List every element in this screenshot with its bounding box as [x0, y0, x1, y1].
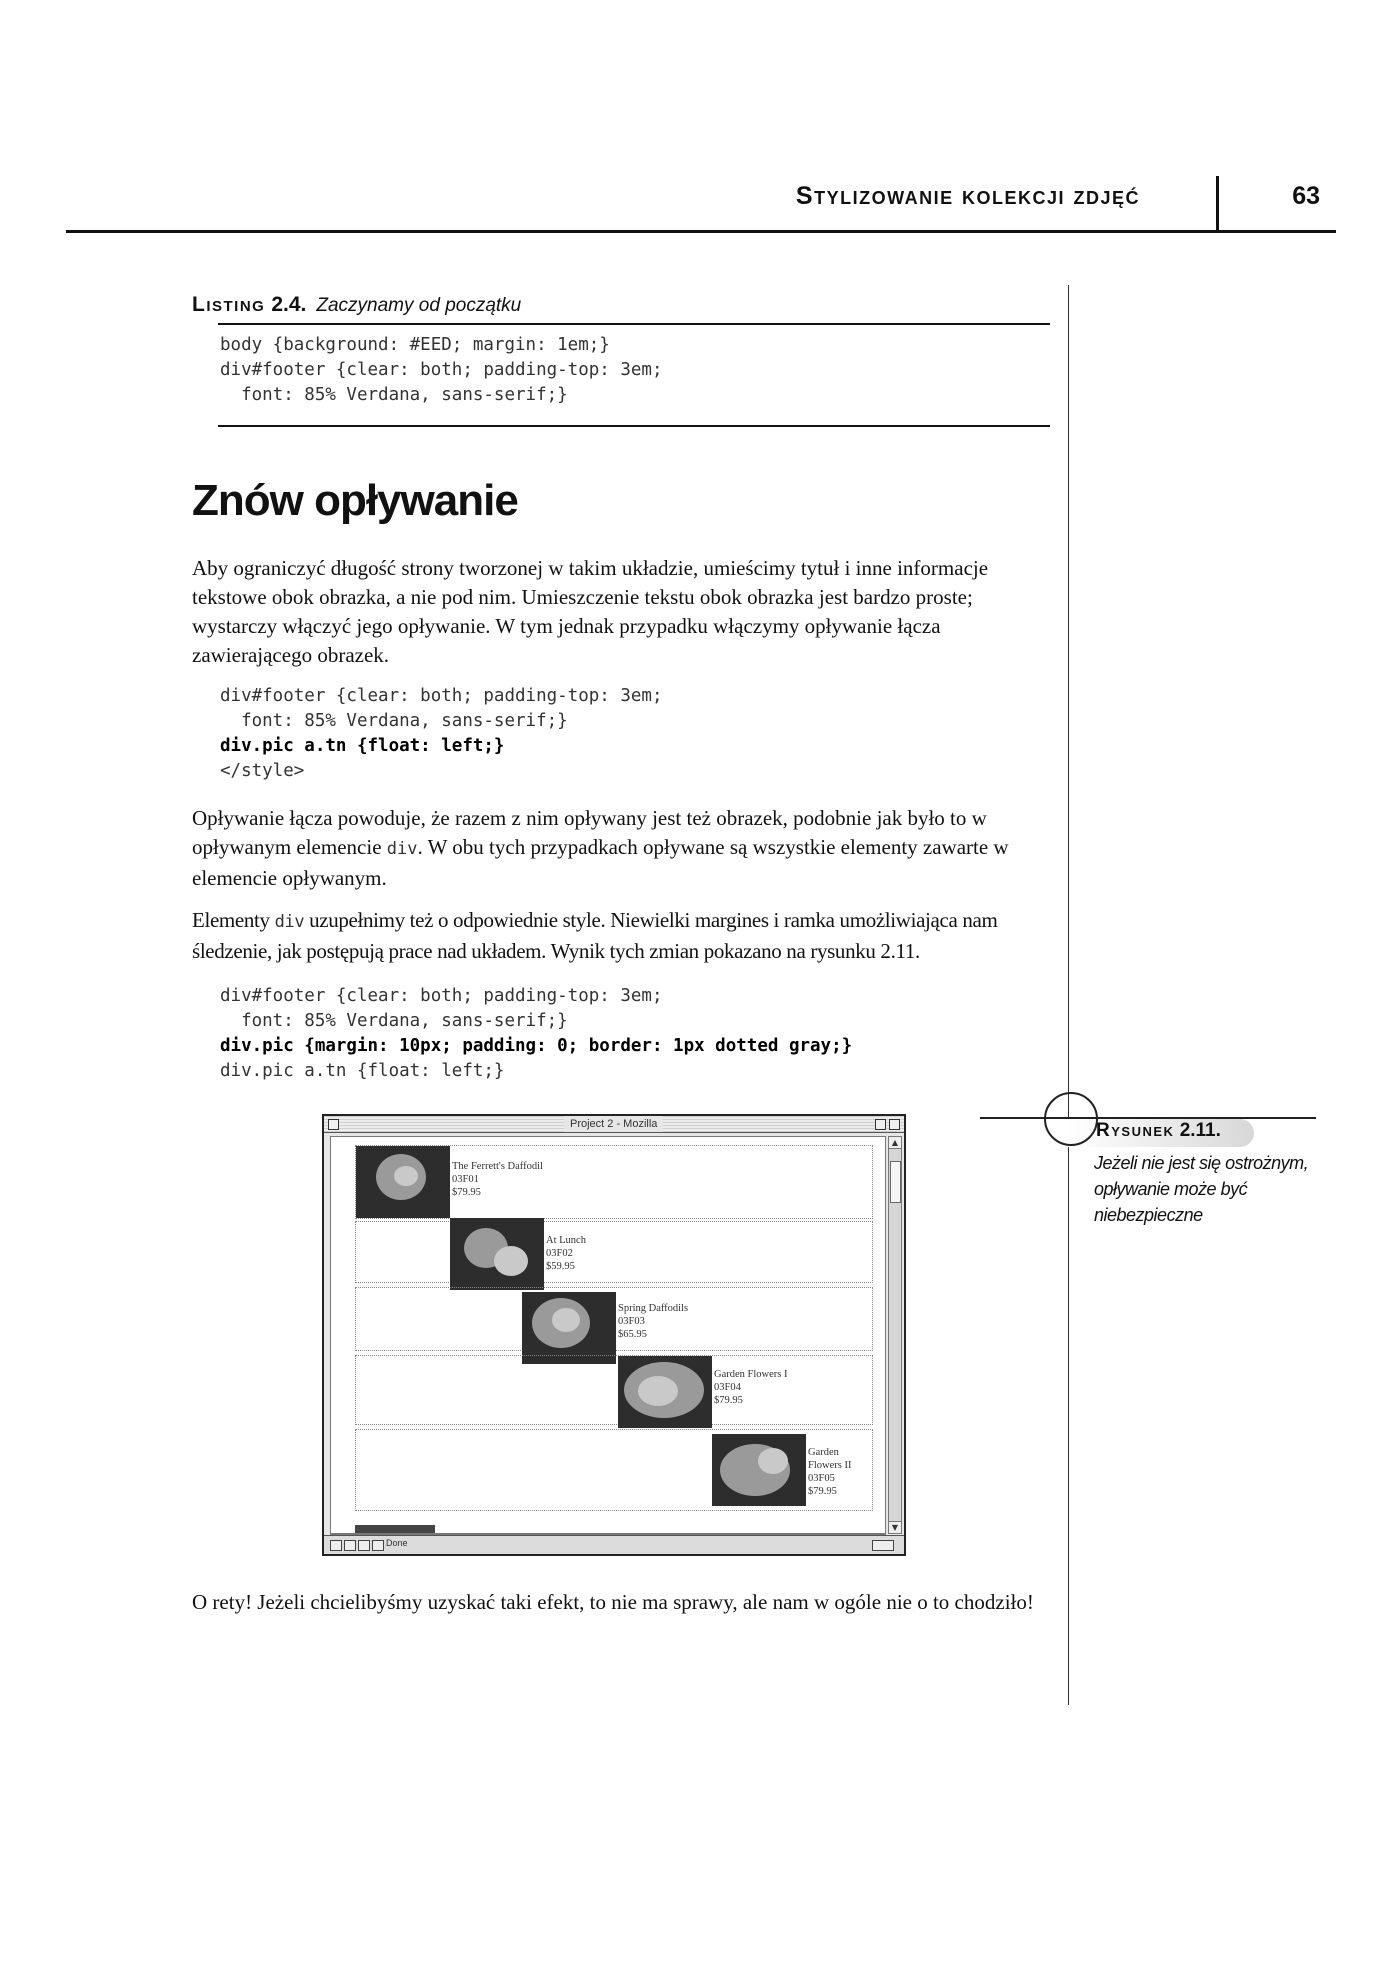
- close-box-icon: [328, 1119, 339, 1130]
- vertical-scrollbar: [888, 1136, 902, 1534]
- pic-code: 03F04: [714, 1382, 741, 1393]
- zoom-box-icon: [875, 1119, 886, 1130]
- flower-thumbnail: [618, 1356, 712, 1428]
- pic-caption: [808, 1446, 868, 1498]
- figure-label: [1096, 1120, 1221, 1142]
- partial-thumbnail: [355, 1525, 435, 1533]
- pic-title: At Lunch: [546, 1235, 586, 1246]
- pic-title: The Ferrett's Daffodil: [452, 1161, 543, 1172]
- listing-code: [220, 333, 663, 408]
- pic-caption: [618, 1302, 688, 1341]
- pic-item: [355, 1145, 873, 1219]
- pic-item: [355, 1429, 873, 1511]
- code-line: div.pic a.tn {float: left;}: [220, 1061, 505, 1081]
- pic-title: Spring Daffodils: [618, 1303, 689, 1314]
- browser-statusbar: [324, 1535, 904, 1554]
- paragraph-3: [192, 906, 1062, 966]
- inline-code: div: [386, 839, 418, 859]
- composer-icon: [358, 1540, 370, 1551]
- browser-screenshot: [322, 1114, 906, 1556]
- pic-code: 03F01: [452, 1174, 479, 1185]
- paragraph-2: [192, 804, 1062, 893]
- paragraph-3-text: Elementy: [192, 908, 275, 932]
- paragraph-2-text-end: . W obu tych przypadkach opływane są wszystkie elementy zawarte w elemencie opływanym.: [192, 835, 1009, 890]
- figure-label-word: Rysunek: [1096, 1120, 1175, 1141]
- code-block-1: [220, 684, 663, 784]
- paragraph-3-text-end: uzupełnimy też o odpowiednie style. Niewielki margines i ramka umożliwiająca nam śledzenie, jak postępują prace nad układem. Wynik tych zmian pokazano na rysunku 2.11.: [192, 908, 998, 963]
- flower-thumbnail: [522, 1292, 616, 1364]
- header-rule: [66, 230, 1336, 233]
- code-line: </style>: [220, 761, 305, 781]
- pic-item: [355, 1287, 873, 1351]
- scroll-up-icon: ▲: [889, 1137, 901, 1149]
- code-line: font: 85% Verdana, sans-serif;}: [220, 385, 568, 405]
- code-line: div#footer {clear: both; padding-top: 3em;: [220, 360, 663, 380]
- pic-caption: [714, 1368, 787, 1407]
- paragraph-1: Aby ograniczyć długość strony tworzonej w takim układzie, umieścimy tytuł i inne informacje tekstowe obok obrazka, a nie pod nim. Umieszczenie tekstu obok obrazka jest bardzo proste; wystarczy włączyć jego opływanie. W tym jednak przypadku włączymy opływanie łącza zawierającego obrazek.: [192, 556, 989, 667]
- collapse-box-icon: [889, 1119, 900, 1130]
- listing-number: 2.4.: [271, 293, 307, 316]
- code-block-2: [220, 984, 852, 1084]
- listing-label: Listing: [192, 293, 266, 316]
- listing-title: Zaczynamy od początku: [316, 295, 522, 316]
- navigator-icon: [330, 1540, 342, 1551]
- pic-code: 03F05: [808, 1473, 835, 1484]
- listing-caption: [192, 292, 1052, 322]
- pic-title: Garden Flowers II: [808, 1447, 852, 1471]
- scroll-thumb: [890, 1161, 901, 1203]
- code-line: div#footer {clear: both; padding-top: 3em;: [220, 986, 663, 1006]
- browser-titlebar: [324, 1116, 904, 1133]
- security-icon: [872, 1540, 894, 1551]
- pic-price: $59.95: [546, 1261, 575, 1272]
- pic-price: $65.95: [618, 1329, 647, 1340]
- inline-code: div: [274, 912, 305, 932]
- code-line: font: 85% Verdana, sans-serif;}: [220, 711, 568, 731]
- code-line: body {background: #EED; margin: 1em;}: [220, 335, 610, 355]
- code-line: div#footer {clear: both; padding-top: 3em;: [220, 686, 663, 706]
- pic-caption: [452, 1160, 543, 1199]
- pic-code: 03F02: [546, 1248, 573, 1259]
- pic-title: Garden Flowers I: [714, 1369, 788, 1380]
- listing-rule-bottom: [218, 425, 1050, 427]
- code-line: font: 85% Verdana, sans-serif;}: [220, 1011, 568, 1031]
- pic-caption: [546, 1234, 586, 1273]
- figure-number: 2.11.: [1179, 1120, 1221, 1141]
- address-book-icon: [372, 1540, 384, 1551]
- margin-rule: [1068, 285, 1069, 1705]
- running-header-title: Stylizowanie kolekcji zdjęć: [795, 182, 1140, 210]
- pic-item: [355, 1221, 873, 1283]
- pic-item: [355, 1355, 873, 1425]
- code-line-highlight: div.pic {margin: 10px; padding: 0; border: 1px dotted gray;}: [220, 1036, 853, 1056]
- figure-marker-circle: [1044, 1092, 1098, 1146]
- paragraph-2-text: Opływanie łącza powoduje, że razem z nim opływany jest też obrazek, podobnie jak było to w opływanym elemencie: [192, 806, 987, 859]
- scroll-down-icon: ▼: [889, 1521, 901, 1533]
- section-heading: Znów opływanie: [192, 476, 518, 525]
- mail-icon: [344, 1540, 356, 1551]
- pic-code: 03F03: [618, 1316, 645, 1327]
- code-line-highlight: div.pic a.tn {float: left;}: [220, 736, 505, 756]
- pic-price: $79.95: [714, 1395, 743, 1406]
- page-number: 63: [1292, 182, 1320, 210]
- flower-thumbnail: [450, 1218, 544, 1290]
- browser-window-title: Project 2 - Mozilla: [564, 1116, 663, 1132]
- listing-rule-top: [218, 323, 1050, 325]
- pic-price: $79.95: [452, 1187, 481, 1198]
- status-text: Done: [386, 1538, 408, 1548]
- pic-price: $79.95: [808, 1486, 837, 1497]
- header-divider: [1216, 176, 1219, 232]
- flower-thumbnail: [356, 1146, 450, 1218]
- paragraph-4: O rety! Jeżeli chcielibyśmy uzyskać taki efekt, to nie ma sprawy, ale nam w ogóle nie o to chodziło!: [192, 1590, 1034, 1614]
- browser-viewport: [330, 1136, 886, 1534]
- figure-caption: Jeżeli nie jest się ostrożnym, opływanie może być niebezpieczne: [1094, 1153, 1309, 1225]
- flower-thumbnail: [712, 1434, 806, 1506]
